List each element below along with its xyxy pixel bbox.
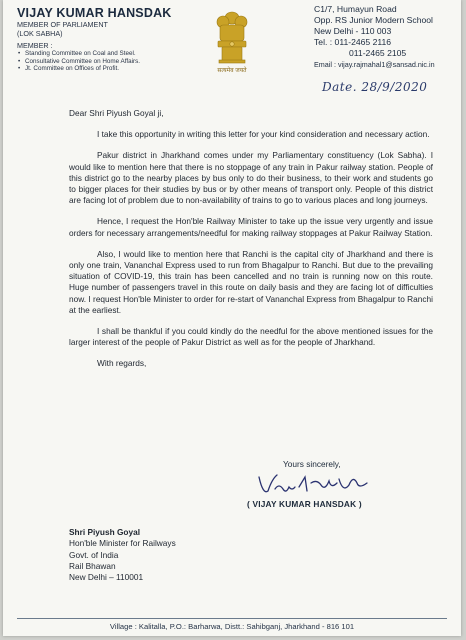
address-line: New Delhi - 110 003 — [314, 26, 392, 36]
letter-paragraph: Also, I would like to mention here that Ranchi is the capital city of Jharkhand and there is only one train, Vananchal Express used to run from Bhagalpur to Ranchi. But due to the prevailing situation of COVID-19, this train has been cancelled and no train is running now on this route. Huge number of passengers travel in this route on daily basis and they are facing lot of difficulties now. I request Hon'ble Minister to order for re-start of Vananchal Express from Bhagalpur to Ranchi at the earliest. — [69, 248, 433, 315]
addressee-line: Rail Bhawan — [69, 560, 116, 571]
national-emblem-icon — [212, 8, 252, 68]
sender-house: (LOK SABHA) — [17, 29, 63, 38]
committee-label: MEMBER : — [17, 41, 53, 50]
salutation: Dear Shri Piyush Goyal ji, — [69, 108, 164, 118]
letterhead-sender — [17, 6, 172, 73]
letterhead-address — [314, 4, 435, 70]
address-line: Opp. RS Junior Modern School — [314, 15, 433, 25]
handwritten-date: Date. 28/9/2020 — [322, 80, 428, 94]
addressee-block — [69, 527, 176, 583]
signature-block — [247, 459, 397, 509]
sender-title: MEMBER OF PARLIAMENT — [17, 20, 108, 29]
letter-paragraph: Hence, I request the Hon'ble Railway Minister to take up the issue very urgently and issue orders for necessary arrangements/needful for making railway stoppages at Pakur Railway Station. — [69, 216, 433, 238]
emblem-motto: सत्यमेव जयते — [217, 68, 247, 74]
committee-list — [17, 50, 172, 73]
addressee-line: Hon'ble Minister for Railways — [69, 538, 176, 549]
committee-item: • Consultative Committee on Home Affairs. — [25, 58, 172, 66]
letter-page — [3, 0, 461, 636]
letter-paragraph: I shall be thankful if you could kindly do the needful for the above mentioned issues for the larger interest of the people of Pakur District as well as for the people of Jharkhand. — [69, 326, 433, 348]
telephone-line: 011-2465 2105 — [349, 48, 407, 58]
addressee-name: Shri Piyush Goyal — [69, 527, 141, 537]
handwritten-signature — [255, 469, 377, 499]
signatory-name: ( VIJAY KUMAR HANSDAK ) — [247, 499, 362, 509]
closing: With regards, — [97, 358, 147, 369]
committee-item: • Jt. Committee on Offices of Profit. — [25, 65, 172, 73]
committee-item: • Standing Committee on Coal and Steel. — [25, 50, 172, 58]
yours-sincerely: Yours sincerely, — [283, 459, 341, 469]
telephone-line: Tel. : 011-2465 2116 — [314, 37, 392, 47]
letter-paragraph: I take this opportunity in writing this letter for your kind consideration and necessary action. — [97, 129, 430, 140]
letter-body — [69, 108, 433, 370]
address-line: C1/7, Humayun Road — [314, 4, 397, 14]
letter-paragraph: Pakur district in Jharkhand comes under my Parliamentary constituency (Lok Sabha). I would like to mention here that there is no stoppage of any train in Pakur railway station. People of this district go to the nearby places by bus only to do their business, to their work and students go to bigger places for their studies by bus or by other means of transport only. People of this district are facing lot of problem due to non-availability of trains to go to various places and long journeys. — [69, 150, 433, 206]
footer-divider — [17, 618, 447, 619]
footer-address: Village : Kalitalla, P.O.: Barharwa, Distt.: Sahibganj, Jharkhand - 816 101 — [109, 622, 355, 631]
addressee-line: Govt. of India — [69, 549, 119, 560]
email-line: Email : vijay.rajmahal1@sansad.nic.in — [314, 60, 435, 69]
addressee-line: New Delhi – 110001 — [69, 572, 144, 583]
sender-name: VIJAY KUMAR HANSDAK — [17, 6, 172, 20]
